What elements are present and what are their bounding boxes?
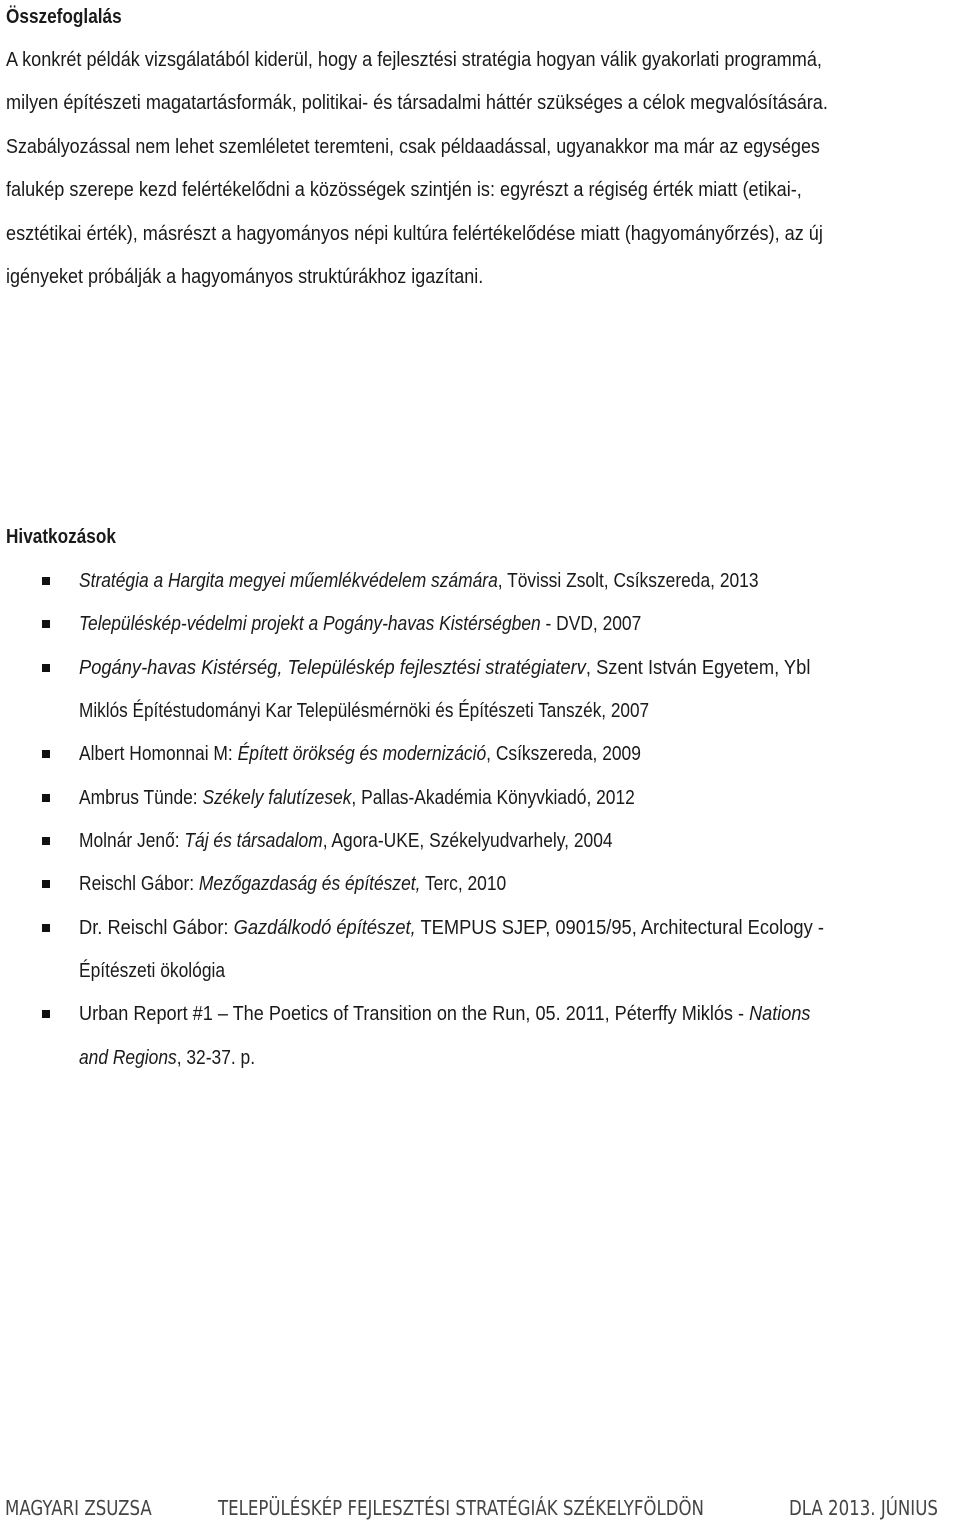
bullet-icon xyxy=(42,577,50,585)
reference-title: Gazdálkodó építészet, xyxy=(233,917,416,939)
reference-author: Reischl Gábor: xyxy=(79,873,199,895)
reference-item xyxy=(79,830,613,853)
summary-line: igényeket próbálják a hagyományos struktúrákhoz igazítani. xyxy=(6,266,484,288)
reference-item xyxy=(79,787,635,810)
reference-details: , Tövissi Zsolt, Csíkszereda, 2013 xyxy=(497,570,759,592)
reference-details: TEMPUS SJEP, 09015/95, Architectural Ecology - xyxy=(415,917,824,939)
reference-title: Táj és társadalom xyxy=(184,830,323,852)
reference-item xyxy=(79,657,810,680)
summary-line: Szabályozással nem lehet szemléletet teremteni, csak példaadással, ugyanakkor ma már az egységes xyxy=(6,136,820,158)
bullet-icon xyxy=(42,924,50,932)
bullet-icon xyxy=(42,794,50,802)
reference-title: Pogány-havas Kistérség, Településkép fejlesztési stratégiaterv xyxy=(79,657,586,679)
footer-date: DLA 2013. JÚNIUS xyxy=(789,1496,938,1520)
footer-title: TELEPÜLÉSKÉP FEJLESZTÉSI STRATÉGIÁK SZÉKELYFÖLDÖN xyxy=(218,1496,704,1520)
reference-item xyxy=(79,613,641,636)
reference-item xyxy=(79,1003,810,1026)
reference-continuation: Miklós Építéstudományi Kar Településmérnöki és Építészeti Tanszék, 2007 xyxy=(79,700,650,722)
reference-title: Épített örökség és modernizáció xyxy=(237,743,487,765)
reference-author: Molnár Jenő: xyxy=(79,830,185,852)
footer-author: MAGYARI ZSUZSA xyxy=(5,1496,152,1520)
reference-title: Stratégia a Hargita megyei műemlékvédelem számára xyxy=(79,570,498,592)
reference-item xyxy=(79,873,506,896)
bullet-icon xyxy=(42,620,50,628)
summary-line: falukép szerepe kezd felértékelődni a közösségek szintjén is: egyrészt a régiség érték miatt (etikai-, xyxy=(6,179,802,201)
reference-author: Albert Homonnai M: xyxy=(79,743,238,765)
summary-line: esztétikai érték), másrészt a hagyományos népi kultúra felértékelődése miatt (hagyományőrzés), az új xyxy=(6,223,823,245)
references-heading: Hivatkozások xyxy=(6,526,116,548)
reference-details: , Csíkszereda, 2009 xyxy=(486,743,641,765)
bullet-icon xyxy=(42,837,50,845)
reference-details: , Agora-UKE, Székelyudvarhely, 2004 xyxy=(322,830,613,852)
reference-details: , Szent István Egyetem, Ybl xyxy=(585,657,811,679)
bullet-icon xyxy=(42,664,50,672)
reference-item xyxy=(79,743,641,766)
reference-title: Nations xyxy=(749,1003,811,1025)
reference-details: , 32-37. p. xyxy=(176,1047,256,1069)
reference-item xyxy=(79,570,759,593)
summary-line: milyen építészeti magatartásformák, politikai- és társadalmi háttér szükséges a célok megvalósítására. xyxy=(6,92,828,114)
reference-author: Dr. Reischl Gábor: xyxy=(79,917,234,939)
reference-item xyxy=(79,917,824,940)
summary-heading: Összefoglalás xyxy=(6,6,122,28)
bullet-icon xyxy=(42,1010,50,1018)
reference-continuation: Építészeti ökológia xyxy=(79,960,226,982)
reference-details: , Pallas-Akadémia Könyvkiadó, 2012 xyxy=(351,787,635,809)
reference-continuation xyxy=(79,1047,255,1070)
bullet-icon xyxy=(42,750,50,758)
reference-title: Székely falutízesek xyxy=(202,787,352,809)
reference-details: Terc, 2010 xyxy=(420,873,507,895)
reference-author: Urban Report #1 – The Poetics of Transition on the Run, 05. 2011, Péterffy Miklós - xyxy=(79,1003,750,1025)
reference-title: Mezőgazdaság és építészet, xyxy=(198,873,421,895)
reference-title: Településkép-védelmi projekt a Pogány-havas Kistérségben xyxy=(79,613,541,635)
reference-title: and Regions xyxy=(79,1047,177,1069)
reference-details: - DVD, 2007 xyxy=(540,613,642,635)
bullet-icon xyxy=(42,880,50,888)
summary-line: A konkrét példák vizsgálatából kiderül, hogy a fejlesztési stratégia hogyan válik gyakorlati programmá, xyxy=(6,49,822,71)
reference-author: Ambrus Tünde: xyxy=(79,787,203,809)
